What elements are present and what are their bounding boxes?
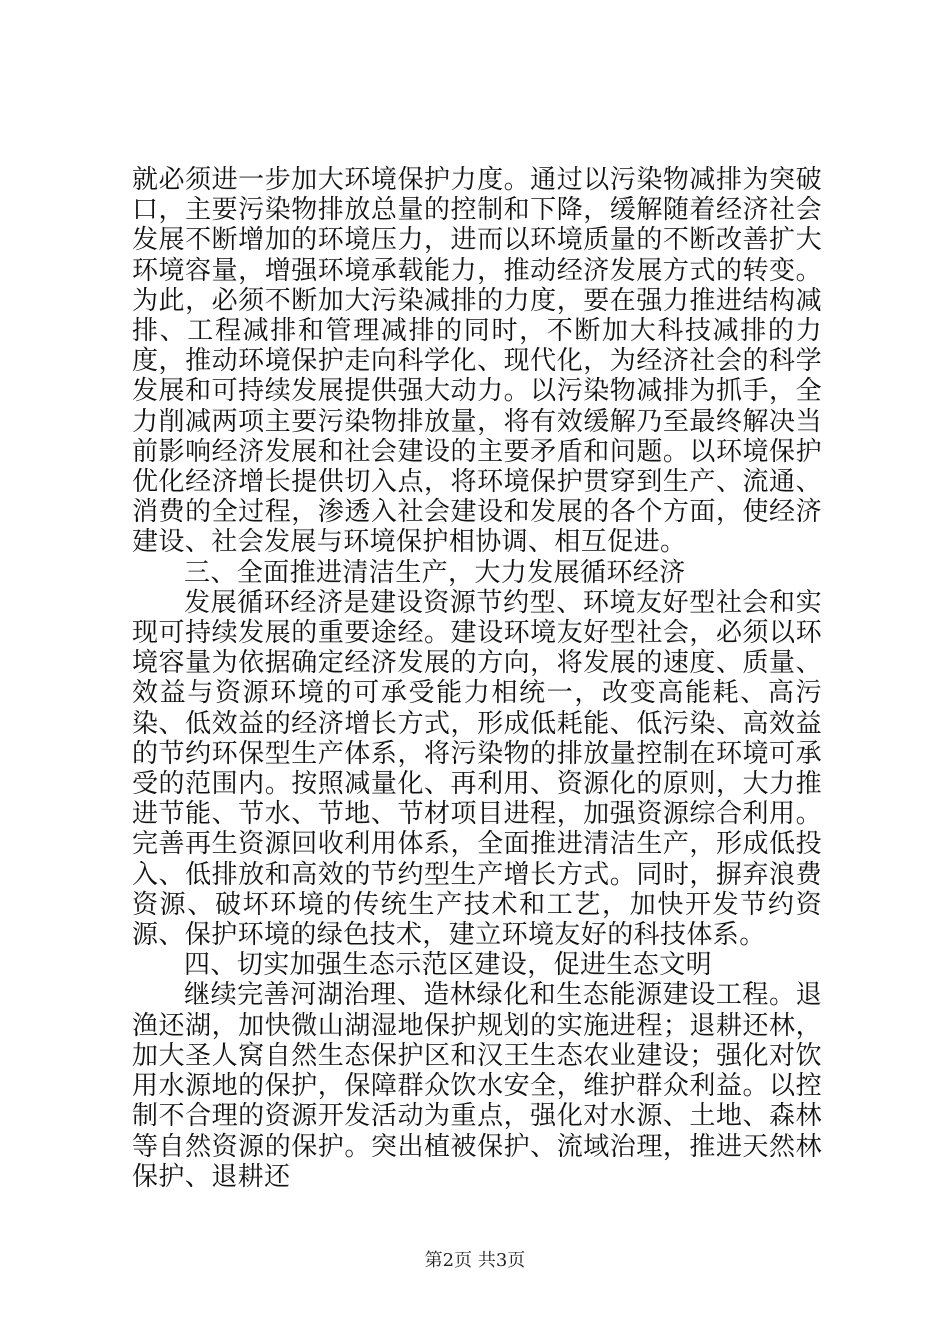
document-body — [132, 165, 822, 1192]
section-heading-4: 四、切实加强生态示范区建设，促进生态文明 — [184, 950, 713, 981]
paragraph-circular-economy: 发展循环经济是建设资源节约型、环境友好型社会和实现可持续发展的重要途经。建设环境友好型社会，必须以环境容量为依据确定经济发展的方向，将发展的速度、质量、效益与资源环境的可承受能力相统一，改变高能耗、高污染、低效益的经济增长方式，形成低耗能、低污染、高效益的节约环保型生产体系，将污染物的排放量控制在环境可承受的范围内。按照减量化、再利用、资源化的原则，大力推进节能、节水、节地、节材项目进程，加强资源综合利用。完善再生资源回收利用体系，全面推进清洁生产，形成低投入、低排放和高效的节约型生产增长方式。同时，摒弃浪费资源、破坏环境的传统生产技术和工艺，加快开发节约资源、保护环境的绿色技术，建立环境友好的科技体系。 — [132, 587, 822, 951]
paragraph-environment-protection: 就必须进一步加大环境保护力度。通过以污染物减排为突破口，主要污染物排放总量的控制和下降，缓解随着经济社会发展不断增加的环境压力，进而以环境质量的不断改善扩大环境容量，增强环境承载能力，推动经济发展方式的转变。为此，必须不断加大污染减排的力度，要在强力推进结构减排、工程减排和管理减排的同时，不断加大科技减排的力度，推动环境保护走向科学化、现代化，为经济社会的科学发展和可持续发展提供强大动力。以污染物减排为抓手，全力削减两项主要污染物排放量，将有效缓解乃至最终解决当前影响经济发展和社会建设的主要矛盾和问题。以环境保护优化经济增长提供切入点，将环境保护贯穿到生产、流通、消费的全过程，渗透入社会建设和发展的各个方面，使经济建设、社会发展与环境保护相协调、相互促进。 — [132, 165, 822, 558]
page-number-footer: 第2页 共3页 — [424, 1250, 526, 1271]
paragraph-ecology-demo-zone: 继续完善河湖治理、造林绿化和生态能源建设工程。退渔还湖，加快微山湖湿地保护规划的实施进程；退耕还林，加大圣人窝自然生态保护区和汉王生态农业建设；强化对饮用水源地的保护，保障群众饮水安全，维护群众利益。以控制不合理的资源开发活动为重点，强化对水源、土地、森林等自然资源的保护。突出植被保护、流域治理，推进天然林保护、退耕还 — [132, 980, 822, 1192]
section-heading-3: 三、全面推进清洁生产，大力发展循环经济 — [184, 557, 686, 588]
